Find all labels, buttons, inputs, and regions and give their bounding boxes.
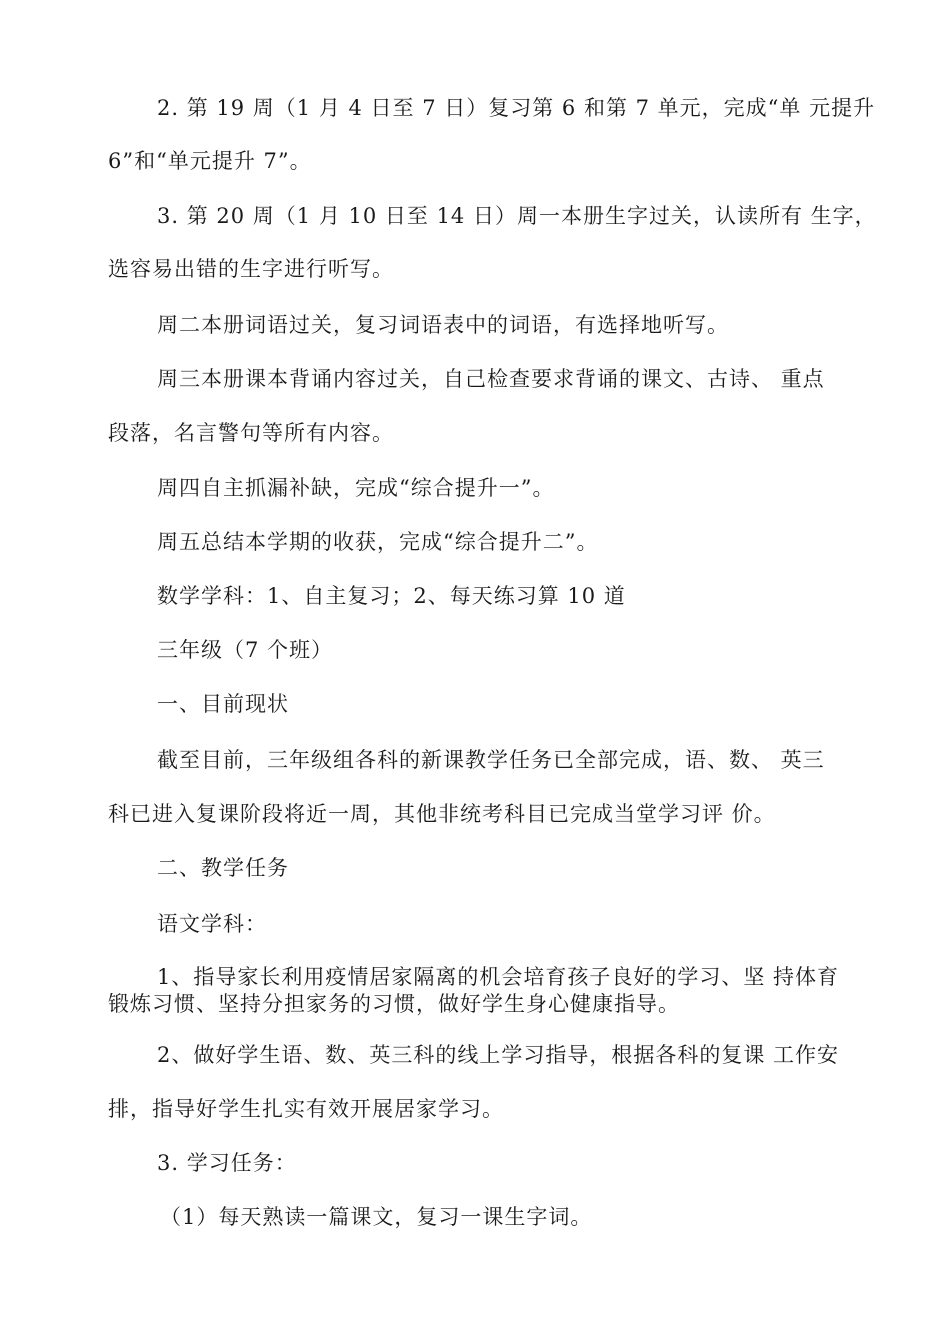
section-heading: 一、目前现状 [157,692,289,716]
paragraph-line: （1）每天熟读一篇课文，复习一课生字词。 [160,1205,593,1229]
paragraph-line: 3. 第 20 周（1 月 10 日至 14 日）周一本册生字过关，认读所有 生字， [157,204,877,228]
paragraph-line: 周二本册词语过关，复习词语表中的词语，有选择地听写。 [157,313,729,337]
paragraph-line: 科已进入复课阶段将近一周，其他非统考科目已完成当堂学习评 价。 [108,802,776,826]
section-heading: 二、教学任务 [157,856,289,880]
paragraph-line: 锻炼习惯、坚持分担家务的习惯，做好学生身心健康指导。 [108,992,680,1016]
paragraph-line: 选容易出错的生字进行听写。 [108,257,394,281]
subsection-heading: 3. 学习任务： [157,1151,297,1175]
paragraph-line: 周五总结本学期的收获，完成“综合提升二”。 [157,530,599,554]
paragraph-line: 6”和“单元提升 7”。 [108,149,312,173]
section-heading: 三年级（7 个班） [157,638,334,662]
paragraph-line: 截至目前，三年级组各科的新课教学任务已全部完成，语、数、 英三 [157,748,825,772]
paragraph-line: 周四自主抓漏补缺，完成“综合提升一”。 [157,476,555,500]
paragraph-line: 周三本册课本背诵内容过关，自己检查要求背诵的课文、古诗、 重点 [157,367,825,391]
paragraph-line: 段落，名言警句等所有内容。 [108,421,394,445]
paragraph-line: 数学学科：1、自主复习；2、每天练习算 10 道 [157,584,626,608]
subject-heading: 语文学科： [157,912,267,936]
paragraph-line: 2、做好学生语、数、英三科的线上学习指导，根据各科的复课 工作安 [157,1043,840,1067]
paragraph-line: 排，指导好学生扎实有效开展居家学习。 [108,1097,504,1121]
paragraph-line: 2. 第 19 周（1 月 4 日至 7 日）复习第 6 和第 7 单元，完成“单 元提升 [157,96,876,120]
paragraph-line: 1、指导家长利用疫情居家隔离的机会培育孩子良好的学习、坚 持体育 [157,965,840,989]
